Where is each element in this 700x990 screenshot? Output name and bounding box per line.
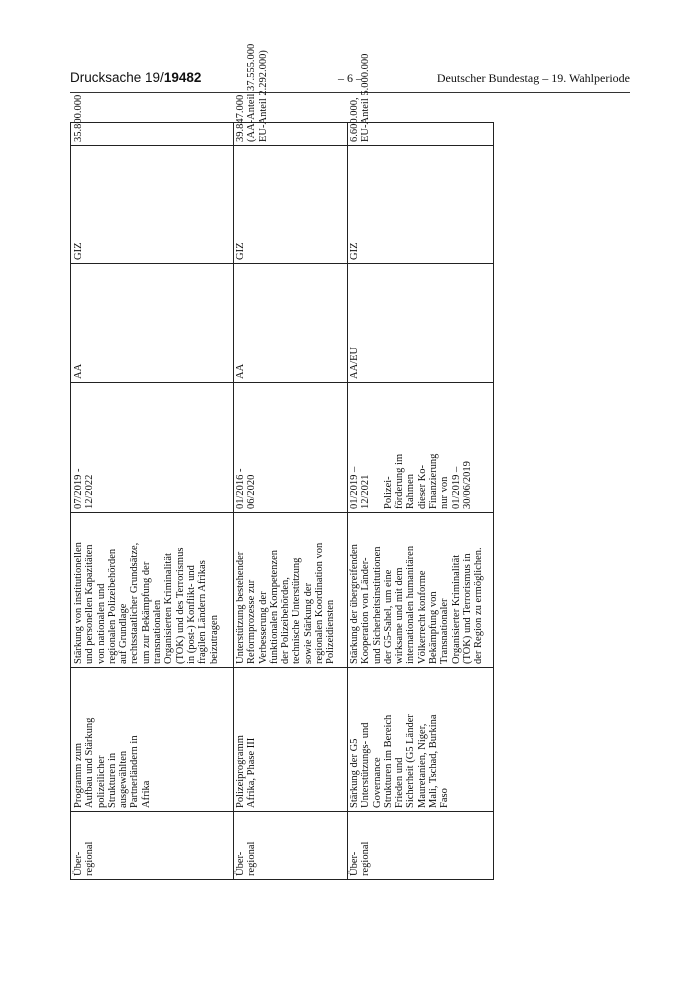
cell-line: GIZ — [73, 242, 84, 260]
cell-line: Strukturen in — [106, 752, 118, 808]
cell-line: nur von — [439, 476, 451, 509]
cell-line: 30/06/2019 — [461, 461, 473, 509]
page-header — [70, 70, 630, 90]
doc-number-b: 19482 — [163, 70, 202, 85]
cell-line: 06/2020 — [246, 474, 258, 509]
cell-region — [233, 811, 347, 879]
cell-implementer — [71, 145, 233, 263]
cell-region — [347, 811, 495, 879]
cell-line: Mauretanien, Niger, — [416, 723, 428, 808]
cell-line: internationalen humanitären — [405, 545, 417, 664]
cell-line: EU-Anteil 2.292.000) — [257, 50, 269, 142]
cell-line: (TOK) und des Terrorismus — [174, 547, 186, 664]
cell-region — [71, 811, 233, 879]
cell-line: Völkerrecht konforme — [416, 570, 428, 664]
cell-line: funktionalen Kompetenzen — [268, 549, 280, 664]
cell-line: Rahmen — [405, 474, 417, 509]
cell-line: Polizeiprogramm — [235, 735, 246, 808]
cell-line: AA — [73, 363, 84, 379]
cell-period — [71, 382, 233, 512]
cell-line: rechtsstaatlicher Grundsätze, — [129, 542, 141, 664]
cell-amount — [233, 43, 347, 145]
cell-description — [233, 512, 347, 667]
cell-line: Transnationaler — [439, 598, 451, 664]
cell-line: der Region zu ermöglichen. — [473, 547, 485, 664]
header-rule — [70, 92, 630, 93]
cell-line: in (post-) Konflikt- und — [185, 565, 197, 664]
cell-line: Aufbau und Stärkung — [84, 717, 96, 808]
cell-line: 39.847.000 — [235, 94, 246, 142]
cell-line: fragilen Ländern Afrikas — [197, 560, 209, 664]
cell-line: Unterstützungs- und — [360, 722, 372, 808]
cell-line: regionalen Polizeibehörden — [106, 548, 118, 664]
cell-implementer — [347, 145, 495, 263]
cell-funder — [347, 263, 495, 382]
cell-line: ausgewählten — [118, 750, 130, 808]
cell-line: AA/EU — [349, 346, 360, 379]
cell-line: 07/2019 - — [73, 468, 84, 509]
cell-line: und personellen Kapazitäten — [84, 544, 96, 664]
cell-line: regional — [84, 841, 96, 876]
cell-line: Mali, Tschad, Burkina — [428, 714, 440, 808]
cell-line: technische Unterstützung — [291, 557, 303, 664]
cell-line: Finanzierung — [428, 453, 440, 509]
cell-line: 35.800.000 — [73, 94, 84, 142]
cell-line: Bekämpfung von — [428, 591, 440, 664]
cell-line: Kooperation von Länder- — [360, 557, 372, 664]
cell-line: Governance — [371, 757, 383, 808]
cell-line: der Polizeibehörden, — [280, 577, 292, 664]
cell-description — [71, 512, 233, 667]
cell-title — [71, 667, 233, 811]
cell-line: 01/2019 – — [450, 466, 462, 509]
cell-line: Partnerländern in — [129, 735, 141, 808]
cell-line: Über- — [73, 851, 84, 876]
cell-line: 12/2021 — [360, 474, 372, 509]
cell-line: GIZ — [235, 242, 246, 260]
cell-line: GIZ — [349, 242, 360, 260]
cell-line: 12/2022 — [84, 474, 96, 509]
cell-title — [233, 667, 347, 811]
cell-line: Verbesserung der — [257, 591, 269, 664]
cell-funder — [233, 263, 347, 382]
cell-line: regional — [246, 841, 258, 876]
cell-implementer — [233, 145, 347, 263]
cell-line: Polizei- — [382, 476, 394, 509]
cell-line: wirksame und mit dem — [394, 567, 406, 664]
cell-line: von nationalen und — [95, 583, 107, 664]
cell-line: Stärkung der übergreifenden — [349, 544, 360, 664]
cell-line: Polizeidiensten — [325, 599, 337, 664]
cell-line: Sicherheit (G5 Länder — [405, 714, 417, 808]
cell-line: Über- — [349, 851, 360, 876]
page-number: – 6 – — [338, 71, 362, 85]
cell-line: auf Grundlage — [118, 603, 130, 664]
cell-title — [347, 667, 495, 811]
cell-period — [233, 382, 347, 512]
cell-line: polizeilicher — [95, 755, 107, 808]
cell-period — [347, 382, 495, 512]
cell-line: Unterstützung bestehender — [235, 551, 246, 664]
cell-line: um zur Bekämpfung der — [140, 561, 152, 664]
cell-line: regionalen Koordination von — [314, 542, 326, 664]
cell-line: transnationalen — [152, 599, 164, 664]
publisher: Deutscher Bundestag – 19. Wahlperiode — [436, 71, 630, 85]
cell-line — [372, 385, 383, 509]
cell-line: EU-Anteil 5.000.000 — [360, 53, 372, 142]
doc-prefix: Drucksache — [70, 70, 146, 85]
cell-line: (TOK) und Terrorismus in — [461, 553, 473, 664]
cell-amount — [71, 94, 233, 145]
cell-description — [347, 512, 495, 667]
cell-line: Stärkung von institutionellen — [73, 542, 84, 664]
cell-line: Strukturen im Bereich — [382, 714, 394, 808]
cell-line: Afrika, Phase III — [246, 737, 258, 808]
cell-line: der G5-Sahel, um eine — [382, 569, 394, 664]
cell-amount — [347, 53, 495, 145]
cell-line: beizutragen — [208, 615, 220, 664]
cell-line: Reformprozesse zur — [246, 579, 258, 664]
cell-line: Organisierten Kriminalität — [163, 553, 175, 664]
cell-line: regional — [360, 841, 372, 876]
cell-line: (AA-Anteil 37.555.000 — [246, 43, 258, 142]
cell-line: sowie Stärkung der — [302, 582, 314, 664]
cell-line: Stärkung der G5 — [349, 738, 360, 808]
doc-number-a: 19/ — [145, 70, 164, 85]
cell-line: Faso — [439, 788, 451, 808]
cell-line: 01/2019 – — [349, 466, 360, 509]
cell-line: Frieden und — [394, 757, 406, 808]
cell-funder — [71, 263, 233, 382]
cell-line: Organisierter Kriminalität — [450, 554, 462, 664]
cell-line: 6.600.000, — [349, 97, 360, 142]
cell-line: und Sicherheitsinstitutionen — [371, 546, 383, 664]
cell-line: Programm zum — [73, 742, 84, 808]
cell-line: Über- — [235, 851, 246, 876]
cell-line: dieser Ko- — [416, 464, 428, 509]
cell-line: förderung im — [394, 453, 406, 509]
cell-line: 01/2016 - — [235, 468, 246, 509]
cell-line: AA — [235, 363, 246, 379]
cell-line: Afrika — [140, 780, 152, 808]
